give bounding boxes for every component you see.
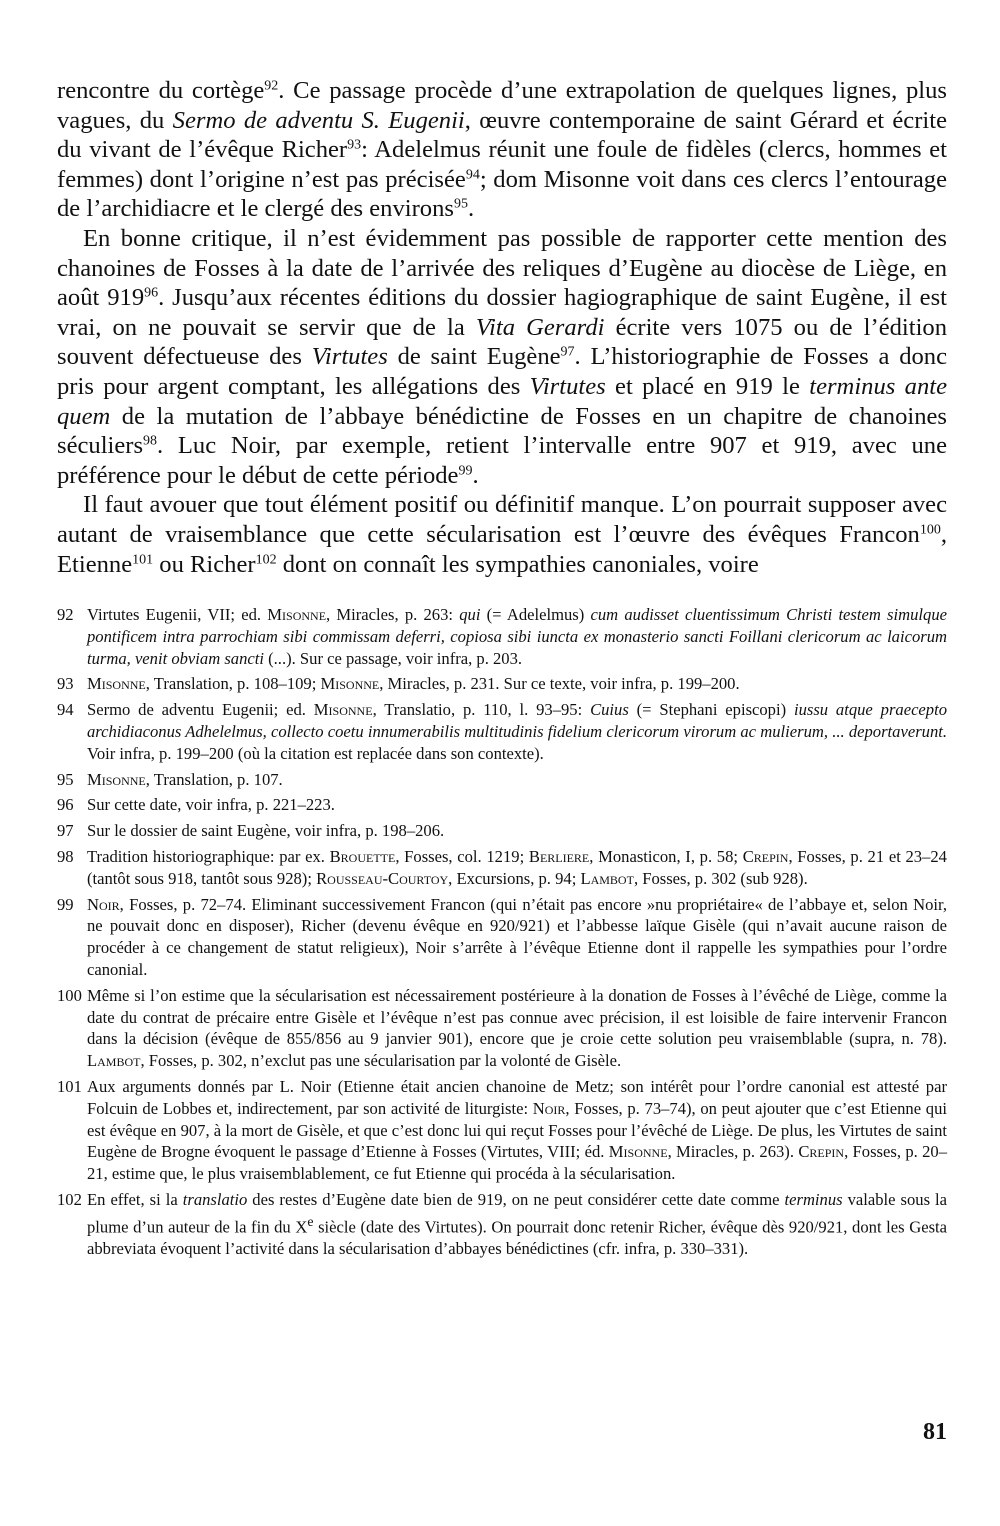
footnote-number: 93 bbox=[57, 674, 74, 694]
footnote-text bbox=[87, 894, 947, 981]
text-run: des restes d’Eugène date bien de 919, on ne peut considérer cette date comme bbox=[247, 1189, 785, 1209]
text-run: dont on connaît les sympathies canoniales, voire bbox=[276, 550, 759, 578]
text-run: , Fosses, p. 302 (sub 928). bbox=[633, 868, 808, 888]
footnote-text: Sur le dossier de saint Eugène, voir infra, p. 198–206. bbox=[87, 821, 445, 841]
text-run: Aux arguments donnés par L. Noir (Etienne était ancien chanoine de Metz; son intérêt pour l’ordre canonial est attesté par Folcuin de Lobbes et, indirectement, par son activité de liturgiste: bbox=[87, 1076, 947, 1118]
text-run: : Adelelmus réunit une foule de fidèles (clercs, hommes et femmes) dont l’origine n’est pas précisée bbox=[57, 136, 947, 193]
footnote-number: 96 bbox=[57, 795, 74, 815]
author-name: Misonne bbox=[313, 700, 373, 720]
latin-term: terminus ante quem bbox=[57, 372, 947, 430]
text-run: valable sous la plume d’un auteur de la fin du X bbox=[87, 1189, 948, 1237]
footnote-ref-95[interactable]: 95 bbox=[453, 196, 468, 212]
footnote-ref-96[interactable]: 96 bbox=[144, 285, 159, 301]
footnote-text bbox=[87, 985, 947, 1072]
text-run: ; dom Misonne voit dans ces clercs l’entourage de l’archidiacre et le clergé des environs bbox=[57, 165, 947, 223]
author-name: Brouette bbox=[329, 846, 396, 866]
author-name: Crepin bbox=[798, 1142, 845, 1162]
text-run: , Translation, p. 107. bbox=[145, 769, 283, 789]
footnote-ref-98[interactable]: 98 bbox=[143, 433, 158, 449]
work-title: Virtutes bbox=[529, 372, 606, 400]
latin-quote: iussu atque praecepto archidiaconus Adhelelmus, collecto coetu innumerabilis multitudinis fidelium clericorum virorum ac mulierum, ... deportaverunt. bbox=[87, 700, 947, 741]
text-run: , œuvre contemporaine de saint Gérard et écrite du vivant de l’évêque Richer bbox=[57, 106, 947, 164]
footnote-number: 99 bbox=[57, 894, 74, 914]
footnote-99 bbox=[57, 894, 947, 981]
text-run: En bonne critique, il n’est évidemment pas possible de rapporter cette mention des chanoines de Fosses à la date de l’arrivée des reliques d’Eugène au diocèse de Liège, en août 919 bbox=[57, 224, 947, 312]
author-name: Noir bbox=[87, 894, 120, 914]
page-number: 81 bbox=[923, 1419, 947, 1445]
text-run: , Excursions, p. 94; bbox=[448, 868, 581, 888]
footnote-number: 92 bbox=[57, 605, 74, 624]
footnote-text bbox=[87, 673, 947, 695]
author-name: Lambot bbox=[580, 868, 634, 888]
page bbox=[57, 76, 948, 1259]
footnote-95 bbox=[57, 769, 947, 791]
text-run: Voir infra, p. 199–200 (où la citation est replacée dans son contexte). bbox=[87, 743, 544, 763]
text-run: , Fosses, p. 72–74. Eliminant successivement Francon (qui n’était pas encore »nu propriétaire« de l’abbaye et, selon Noir, ne pouvait donc en disposer), Richer (devenu évêque en 920/921) et l’abbesse laïque Gisèle (qui n’avait aucune raison de procéder à ce changement de statut religieux), Noir s’arrête à l’évêque Etienne dont il rappelle les sympathies pour l’ordre canonial. bbox=[87, 894, 947, 979]
author-name: Crepin bbox=[742, 846, 789, 866]
text-run: Tradition historiographique: par ex. bbox=[87, 846, 330, 866]
footnote-ref-101[interactable]: 101 bbox=[132, 551, 154, 567]
latin-quote: Cuius bbox=[590, 700, 629, 720]
text-run: . Luc Noir, par exemple, retient l’intervalle entre 907 et 919, avec une préférence pour le début de cette période bbox=[57, 432, 947, 489]
text-run: , Fosses, p. 302, n’exclut pas une sécularisation par la volonté de Gisèle. bbox=[140, 1051, 622, 1071]
author-name: Misonne bbox=[87, 769, 146, 789]
latin-term: terminus bbox=[784, 1189, 843, 1209]
text-run: . bbox=[472, 461, 479, 489]
text-run: de la mutation de l’abbaye bénédictine de Fosses en un chapitre de chanoines séculiers bbox=[57, 402, 947, 460]
footnote-number: 94 bbox=[57, 700, 74, 720]
ordinal-superscript: e bbox=[307, 1213, 314, 1229]
footnote-ref-102[interactable]: 102 bbox=[255, 551, 277, 567]
text-run: (= Adelelmus) bbox=[480, 605, 591, 624]
author-name: Misonne bbox=[320, 674, 380, 694]
footnote-97 bbox=[57, 820, 947, 842]
footnote-ref-94[interactable]: 94 bbox=[465, 167, 480, 183]
footnote-text bbox=[87, 699, 947, 764]
footnote-98 bbox=[57, 846, 947, 890]
text-run: . L’historiographie de Fosses a donc pris pour argent comptant, les allégations des bbox=[57, 343, 948, 400]
text-run: Virtutes Eugenii, VII; ed. bbox=[87, 605, 268, 624]
text-run: . bbox=[467, 195, 475, 223]
footnote-number: 100 bbox=[57, 985, 82, 1005]
text-run: Même si l’on estime que la sécularisation est nécessairement postérieure à la donation de Fosses à l’évêché de Liège, comme la date du contrat de précaire entre Gisèle et l’évêque n’est pas connue avec précision, il est loisible de faire intervenir Francon dans la décision (évêque de 855/856 au 9 janvier 901), encore que je croie cette solution peu vraisemblable (supra, n. 78). bbox=[87, 985, 947, 1049]
text-run: Il faut avouer que tout élément positif ou définitif manque. L’on pourrait supposer avec autant de vraisemblance que cette sécularisation est l’œuvre des évêques Francon bbox=[57, 491, 947, 548]
author-name: Misonne bbox=[267, 605, 327, 624]
text-run: , Translatio, p. 110, l. 93–95: bbox=[372, 700, 591, 720]
footnote-96 bbox=[57, 794, 947, 816]
paragraph-3 bbox=[57, 490, 947, 579]
footnote-ref-93[interactable]: 93 bbox=[347, 137, 362, 153]
text-run: En effet, si la bbox=[87, 1189, 183, 1209]
footnote-94 bbox=[57, 699, 947, 764]
author-name: Lambot bbox=[87, 1051, 141, 1071]
text-run: , Miracles, p. 231. Sur ce texte, voir infra, p. 199–200. bbox=[379, 674, 740, 694]
author-name: Berliere bbox=[528, 846, 590, 866]
main-text bbox=[57, 76, 947, 579]
footnote-ref-92[interactable]: 92 bbox=[264, 78, 279, 94]
footnote-text bbox=[87, 769, 947, 791]
latin-quote: qui bbox=[459, 605, 481, 624]
footnote-number: 102 bbox=[57, 1189, 82, 1209]
latin-quote: cum audisset cluentissimum Christi testem simulque pontificem intra parrochiam sibi commissam deferri, copiosa sibi iuncta ex monasterio sancti Foillani clericorum ac laicorum turma, venit obviam sancti bbox=[87, 605, 947, 668]
work-title: Vita Gerardi bbox=[475, 313, 605, 341]
text-run: , Fosses, p. 21 et 23–24 (tantôt sous 918, tantôt sous 928); bbox=[87, 846, 947, 888]
footnote-text bbox=[87, 604, 947, 669]
footnote-102 bbox=[57, 1189, 947, 1260]
footnote-number: 98 bbox=[57, 846, 74, 866]
text-run: , Monasticon, I, p. 58; bbox=[589, 846, 743, 866]
text-run: , Fosses, p. 73–74), on peut ajouter que c’est Etienne qui est évêque en 907, à la mort de Gisèle, et que c’est donc lui qui reçut Fosses pour l’évêché de Liège. De plus, les Virtutes de saint Eugène de Brogne évoquent le passage d’Etienne à Fosses (Virtutes, VIII; éd. bbox=[87, 1098, 947, 1162]
footnotes bbox=[57, 604, 947, 1264]
footnote-number: 97 bbox=[57, 821, 74, 841]
text-run: et placé en 919 le bbox=[605, 372, 810, 400]
footnote-number: 95 bbox=[57, 769, 74, 789]
footnote-ref-99[interactable]: 99 bbox=[458, 463, 473, 479]
text-run: , Etienne bbox=[57, 520, 947, 578]
text-run: . Jusqu’aux récentes éditions du dossier hagiographique de saint Eugène, il est vrai, on ne pouvait se servir que de la bbox=[57, 284, 947, 341]
text-run: Sermo de adventu Eugenii; ed. bbox=[87, 700, 314, 720]
text-run: de saint Eugène bbox=[387, 343, 561, 371]
author-name: Rousseau-Courtoy bbox=[316, 868, 449, 888]
text-run: , Translation, p. 108–109; bbox=[145, 674, 321, 694]
text-run: , Fosses, p. 20–21, estime que, le plus vraisemblablement, ce fut Etienne qui procéda à la sécularisation. bbox=[87, 1142, 947, 1184]
footnote-text bbox=[87, 1189, 947, 1260]
text-run: , Miracles, p. 263: bbox=[326, 605, 460, 624]
footnote-101 bbox=[57, 1076, 947, 1185]
text-run: , Fosses, col. 1219; bbox=[395, 846, 529, 866]
footnote-text bbox=[87, 1076, 947, 1185]
paragraph-1 bbox=[57, 76, 947, 224]
footnote-93 bbox=[57, 673, 947, 695]
footnote-ref-100[interactable]: 100 bbox=[919, 522, 941, 538]
text-run: (= Stephani episcopi) bbox=[628, 700, 794, 720]
author-name: Misonne bbox=[87, 674, 146, 694]
paragraph-2 bbox=[57, 224, 947, 490]
text-run: rencontre du cortège bbox=[57, 77, 265, 104]
footnote-ref-97[interactable]: 97 bbox=[560, 344, 575, 360]
work-title: Virtutes bbox=[311, 343, 388, 371]
text-run: , Miracles, p. 263). bbox=[667, 1142, 799, 1162]
work-title: Sermo de adventu S. Eugenii bbox=[172, 106, 465, 134]
text-run: siècle (date des Virtutes). On pourrait donc retenir Richer, évêque dès 920/921, dont les Gesta abbreviata évoquent l’activité dans la sécularisation d’abbayes bénédictines (cfr. infra, p. 330–331). bbox=[87, 1217, 948, 1259]
latin-term: translatio bbox=[182, 1189, 248, 1209]
text-run: écrite vers 1075 ou de l’édition souvent défectueuse des bbox=[57, 313, 947, 371]
text-run: (...). Sur ce passage, voir infra, p. 203. bbox=[263, 648, 523, 668]
text-run: ou Richer bbox=[153, 550, 256, 578]
footnote-number: 101 bbox=[57, 1076, 82, 1096]
footnote-100 bbox=[57, 985, 947, 1072]
author-name: Misonne bbox=[608, 1142, 668, 1162]
footnote-text bbox=[87, 846, 947, 890]
text-run: . Ce passage procède d’une extrapolation de quelques lignes, plus vagues, du bbox=[57, 77, 947, 134]
author-name: Noir bbox=[532, 1098, 566, 1118]
footnote-92 bbox=[57, 604, 947, 669]
footnote-text: Sur cette date, voir infra, p. 221–223. bbox=[87, 795, 335, 815]
